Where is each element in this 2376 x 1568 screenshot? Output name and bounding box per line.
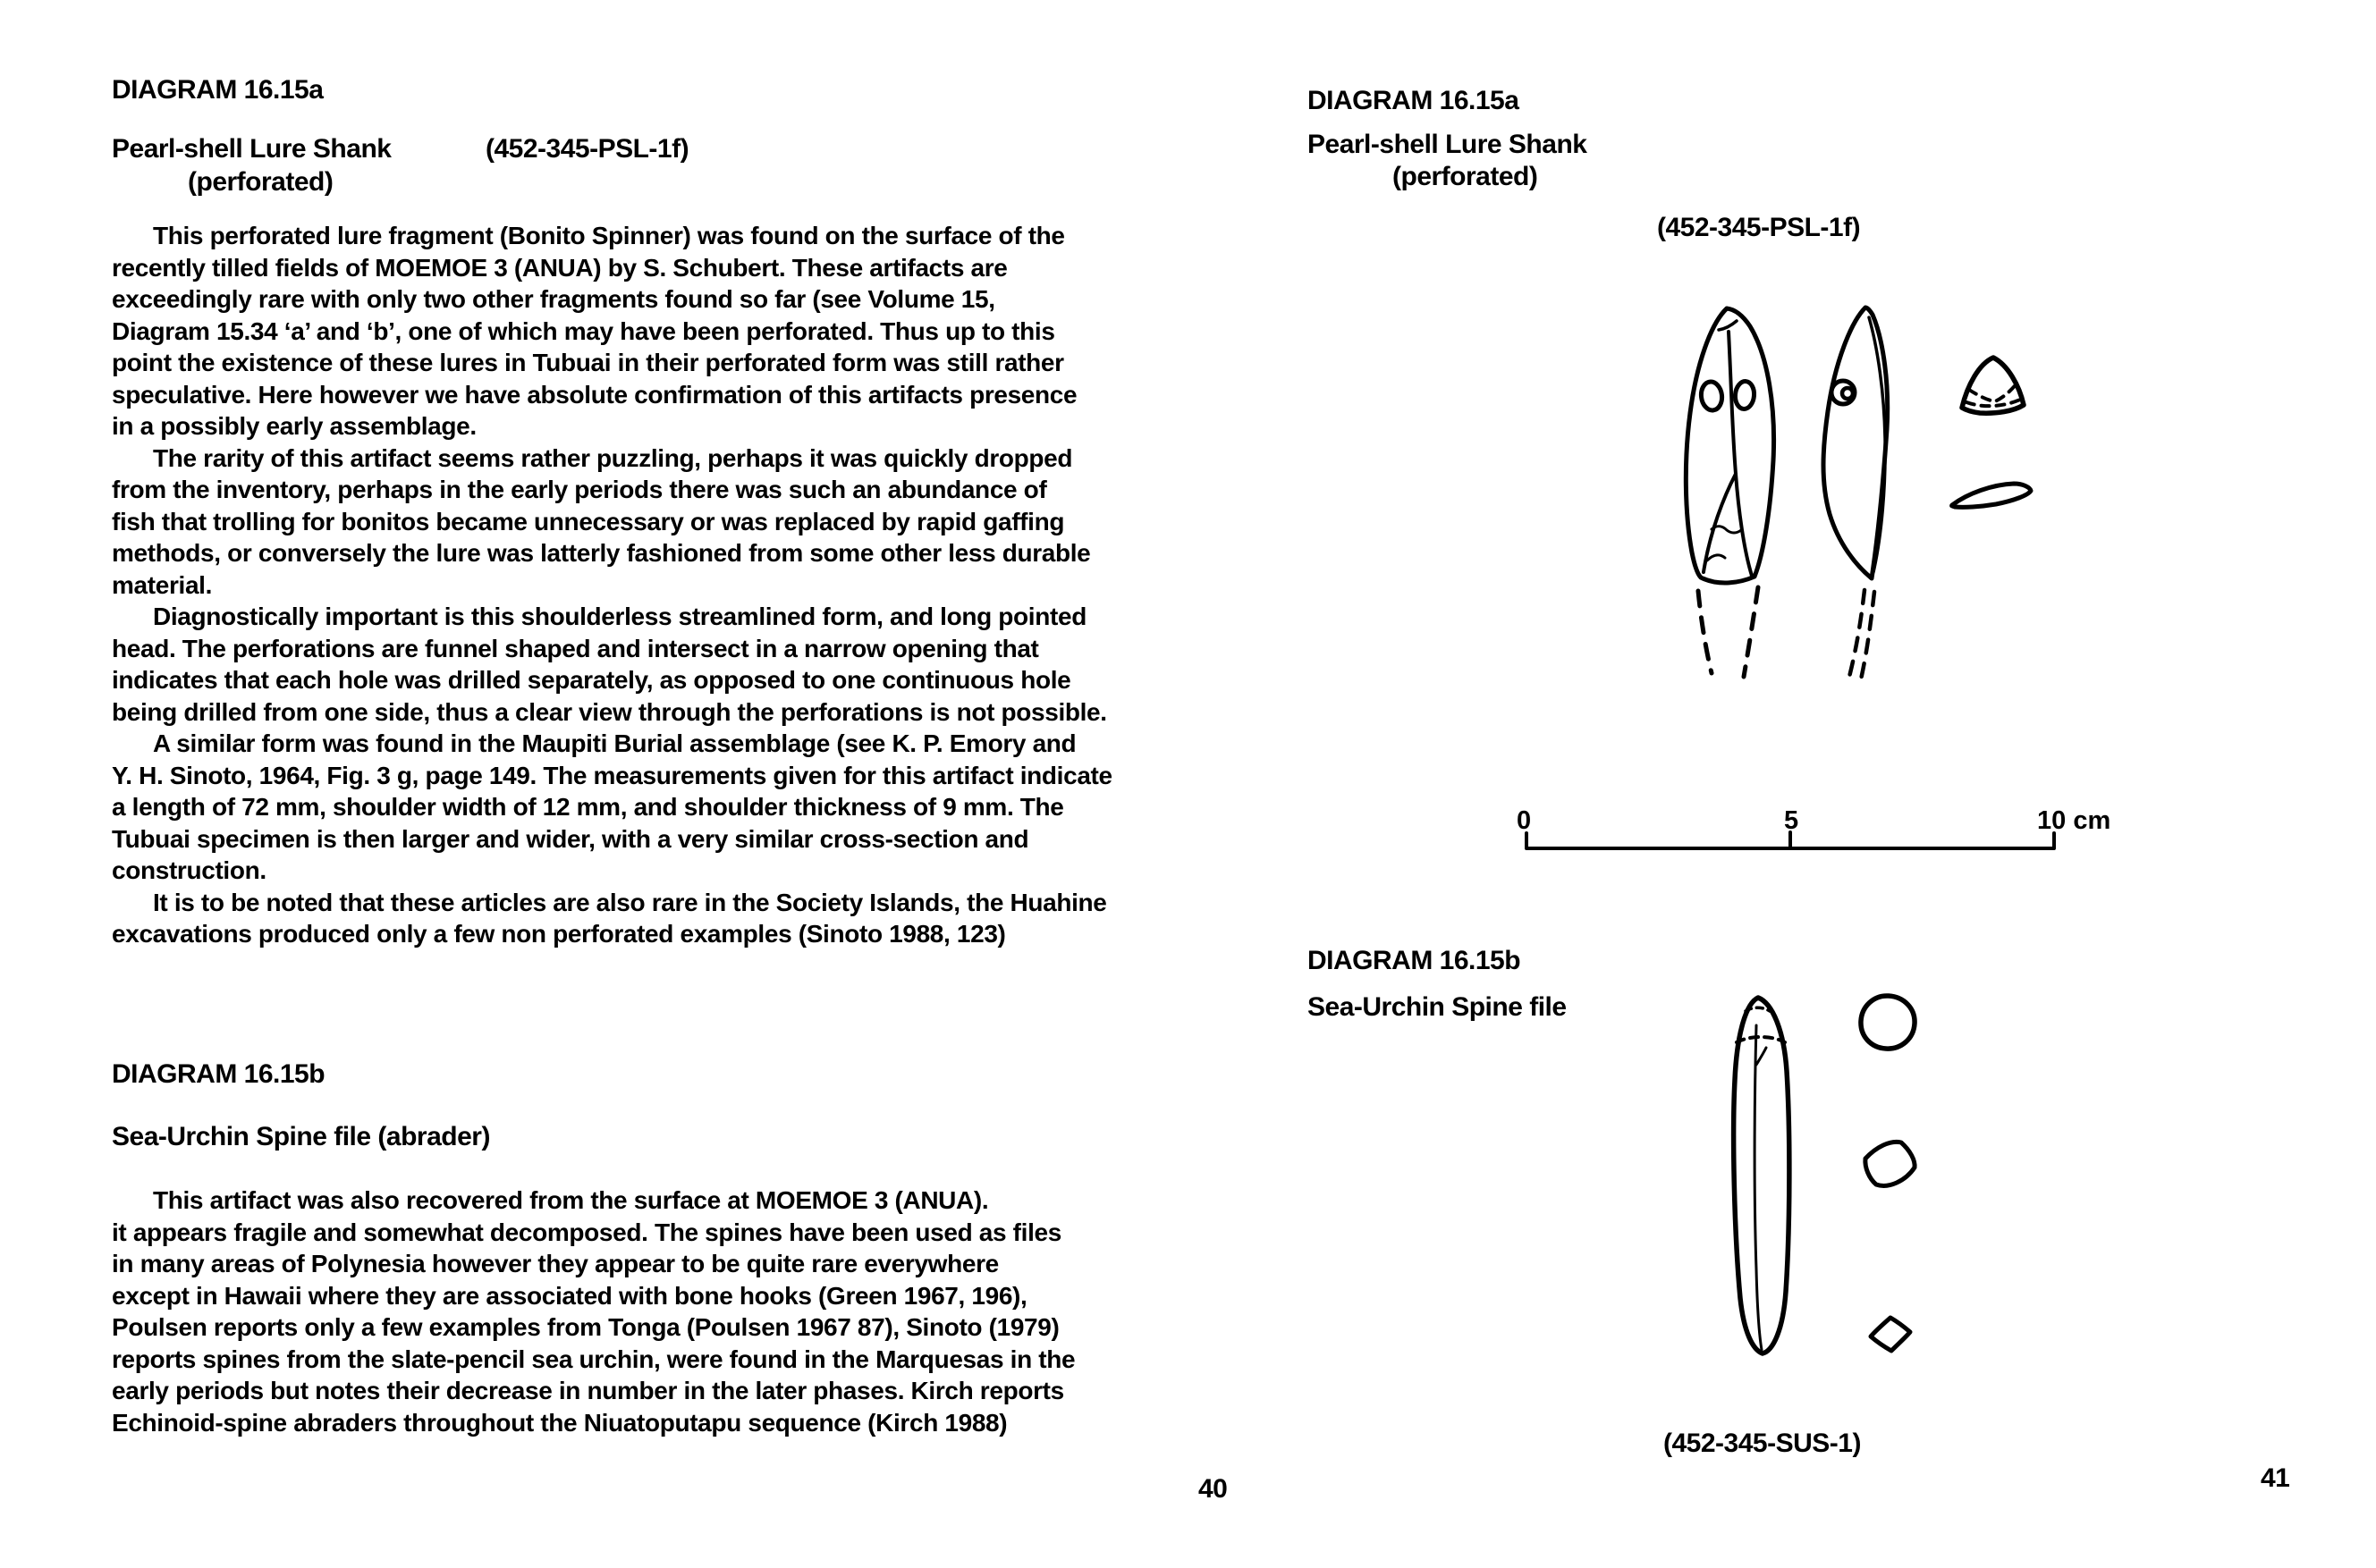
scale-bar (1511, 800, 2111, 858)
text-line: Tubuai specimen is then larger and wider, with a very similar cross-section and (112, 824, 1029, 853)
paragraph (112, 1184, 1075, 1438)
right-diagram-a-heading: DIAGRAM 16.15a (1307, 86, 1519, 115)
paragraph (112, 601, 1112, 728)
text-line: Y. H. Sinoto, 1964, Fig. 3 g, page 149. The measurements given for this artifact indicate (112, 761, 1112, 789)
paragraph (112, 220, 1112, 443)
right-page-number: 41 (2261, 1463, 2290, 1493)
paragraph (112, 887, 1112, 950)
right-artifact-a-code: (452-345-PSL-1f) (1657, 213, 1861, 242)
left-title-row (112, 134, 917, 164)
right-artifact-a-title: Pearl-shell Lure Shank (1307, 130, 1587, 159)
sea-urchin-spine-figure (1717, 974, 1932, 1372)
text-line: reports spines from the slate-pencil sea urchin, were found in the Marquesas in the (112, 1345, 1076, 1373)
text-line: construction. (112, 856, 266, 884)
left-page-number: 40 (1198, 1474, 1228, 1504)
lens-cross-section-drawing (1952, 484, 2031, 507)
text-line: in a possibly early assemblage. (112, 412, 477, 440)
text-line: excavations produced only a few non perforated examples (Sinoto 1988, 123) (112, 920, 1006, 948)
text-line: point the existence of these lures in Tubuai in their perforated form was still rather (112, 349, 1064, 376)
text-line: This artifact was also recovered from the surface at MOEMOE 3 (ANUA). (153, 1186, 989, 1214)
scale-label-0: 0 (1517, 806, 1532, 835)
sea-urchin-spine-drawing (1734, 998, 1789, 1353)
perforation-hole-right (1734, 381, 1755, 410)
text-line: being drilled from one side, thus a clear view through the perforations is not possible. (112, 697, 1107, 726)
left-artifact-b-title: Sea-Urchin Spine file (abrader) (112, 1122, 490, 1151)
text-line: This perforated lure fragment (Bonito Spinner) was found on the surface of the (153, 222, 1065, 249)
right-diagram-b-heading: DIAGRAM 16.15b (1307, 946, 1521, 975)
text-line: It is to be noted that these articles are also rare in the Society Islands, the Huahine (153, 888, 1107, 916)
text-line: material. (112, 570, 213, 599)
right-artifact-a-subtitle: (perforated) (1392, 162, 1538, 191)
text-line: Diagram 15.34 ‘a’ and ‘b’, one of which may have been perforated. Thus up to this (112, 316, 1055, 345)
text-line: Echinoid-spine abraders throughout the Niuatoputapu sequence (Kirch 1988) (112, 1408, 1008, 1437)
text-line: a length of 72 mm, shoulder width of 12 mm, and shoulder thickness of 9 mm. The (112, 793, 1064, 821)
text-line: methods, or conversely the lure was latterly fashioned from some other less durable (112, 539, 1091, 567)
left-diagram-a-heading: DIAGRAM 16.15a (112, 75, 324, 105)
text-line: The rarity of this artifact seems rather puzzling, perhaps it was quickly dropped (153, 443, 1073, 472)
text-line: Diagnostically important is this shoulderless streamlined form, and long pointed (153, 603, 1087, 630)
lure-shank-front-view-drawing (1686, 308, 1773, 677)
lure-shank-figure (1672, 295, 2048, 688)
fan-cross-section-drawing (1865, 1142, 1915, 1185)
left-body-text-a (112, 220, 1112, 950)
lure-shank-side-profile-drawing (1823, 308, 1888, 679)
text-line: speculative. Here however we have absolute confirmation of this artifacts presence (112, 380, 1078, 409)
text-line: except in Hawaii where they are associated with bone hooks (Green 1967, 196), (112, 1281, 1027, 1310)
text-line: in many areas of Polynesia however they appear to be quite rare everywhere (112, 1250, 999, 1277)
paragraph (112, 728, 1112, 887)
circular-cross-section-drawing (1861, 996, 1915, 1049)
left-body-text-b (112, 1184, 1075, 1438)
text-line: fish that trolling for bonitos became unnecessary or was replaced by rapid gaffing (112, 507, 1065, 535)
text-line: recently tilled fields of MOEMOE 3 (ANUA) by S. Schubert. These artifacts are (112, 253, 1008, 282)
text-line: A similar form was found in the Maupiti Burial assemblage (see K. P. Emory and (153, 729, 1077, 757)
scale-label-10cm: 10 cm (2037, 806, 2111, 835)
left-artifact-a-title: Pearl-shell Lure Shank (112, 134, 392, 164)
text-line: Poulsen reports only a few examples from Tonga (Poulsen 1967 87), Sinoto (1979) (112, 1313, 1060, 1341)
right-artifact-b-title: Sea-Urchin Spine file (1307, 992, 1567, 1022)
left-artifact-a-subtitle: (perforated) (188, 167, 334, 197)
triangular-cross-section-drawing (1962, 358, 2024, 413)
paragraph (112, 443, 1112, 602)
text-line: exceedingly rare with only two other fragments found so far (see Volume 15, (112, 285, 995, 313)
perforation-hole-left (1700, 381, 1724, 412)
text-line: from the inventory, perhaps in the early periods there was such an abundance of (112, 476, 1047, 503)
right-artifact-b-code: (452-345-SUS-1) (1663, 1429, 1861, 1458)
left-diagram-b-heading: DIAGRAM 16.15b (112, 1059, 326, 1089)
diamond-cross-section-drawing (1871, 1318, 1910, 1351)
text-line: indicates that each hole was drilled separately, as opposed to one continuous hole (112, 666, 1071, 694)
text-line: early periods but notes their decrease in number in the later phases. Kirch reports (112, 1377, 1064, 1404)
text-line: it appears fragile and somewhat decomposed. The spines have been used as files (112, 1218, 1061, 1246)
left-artifact-a-code: (452-345-PSL-1f) (486, 134, 689, 164)
scale-label-5: 5 (1784, 806, 1799, 835)
text-line: head. The perforations are funnel shaped and intersect in a narrow opening that (112, 634, 1039, 662)
